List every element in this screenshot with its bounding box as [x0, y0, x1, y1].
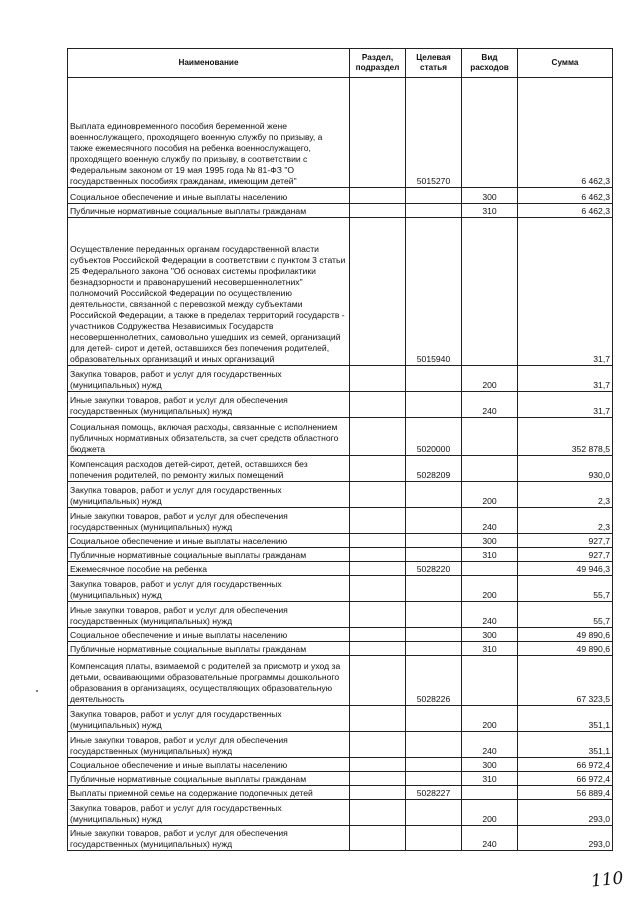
table-row: [68, 732, 613, 758]
cell-target: [406, 732, 462, 758]
cell-target: 5020000: [406, 418, 462, 456]
cell-name: Публичные нормативные социальные выплаты гражданам: [68, 548, 350, 562]
header-name: Наименование: [68, 49, 350, 78]
cell-sum: 49 890,6: [518, 628, 613, 642]
cell-sum: 2,3: [518, 508, 613, 534]
cell-sum: 2,3: [518, 482, 613, 508]
table-row: [68, 78, 613, 188]
cell-sum: 31,7: [518, 366, 613, 392]
cell-section: [350, 562, 406, 576]
cell-section: [350, 534, 406, 548]
cell-section: [350, 706, 406, 732]
cell-section: [350, 218, 406, 366]
cell-name: Закупка товаров, работ и услуг для государственных (муниципальных) нужд: [68, 482, 350, 508]
cell-section: [350, 628, 406, 642]
cell-target: [406, 758, 462, 772]
cell-section: [350, 758, 406, 772]
cell-expense-type: 240: [462, 392, 518, 418]
cell-expense-type: 300: [462, 758, 518, 772]
cell-expense-type: 300: [462, 188, 518, 204]
table-row: [68, 576, 613, 602]
cell-expense-type: 200: [462, 706, 518, 732]
cell-name: Компенсация платы, взимаемой с родителей за присмотр и уход за детьми, осваивающими образовательные программы дошкольного образования в организациях, осуществляющих образовательную деятельность: [68, 656, 350, 706]
cell-target: [406, 706, 462, 732]
cell-expense-type: [462, 656, 518, 706]
cell-expense-type: [462, 218, 518, 366]
cell-target: [406, 642, 462, 656]
cell-target: 5028220: [406, 562, 462, 576]
cell-expense-type: [462, 456, 518, 482]
cell-target: [406, 188, 462, 204]
table-row: [68, 602, 613, 628]
cell-name: Ежемесячное пособие на ребенка: [68, 562, 350, 576]
cell-section: [350, 602, 406, 628]
cell-name: Социальная помощь, включая расходы, связанные с исполнением публичных нормативных обязательств, за счет средств областного бюджета: [68, 418, 350, 456]
cell-sum: 49 946,3: [518, 562, 613, 576]
cell-section: [350, 772, 406, 786]
cell-name: Публичные нормативные социальные выплаты гражданам: [68, 204, 350, 218]
cell-name: Закупка товаров, работ и услуг для государственных (муниципальных) нужд: [68, 366, 350, 392]
table-row: [68, 562, 613, 576]
cell-target: 5028226: [406, 656, 462, 706]
cell-expense-type: 240: [462, 508, 518, 534]
table-row: [68, 218, 613, 366]
cell-name: Закупка товаров, работ и услуг для государственных (муниципальных) нужд: [68, 800, 350, 826]
cell-name: Социальное обеспечение и иные выплаты населению: [68, 628, 350, 642]
cell-expense-type: 200: [462, 482, 518, 508]
cell-sum: 66 972,4: [518, 758, 613, 772]
cell-sum: 351,1: [518, 732, 613, 758]
cell-expense-type: 200: [462, 366, 518, 392]
cell-expense-type: 310: [462, 642, 518, 656]
cell-target: [406, 548, 462, 562]
cell-target: [406, 628, 462, 642]
cell-name: Компенсация расходов детей-сирот, детей, оставшихся без попечения родителей, по ремонту жилых помещений: [68, 456, 350, 482]
cell-target: [406, 392, 462, 418]
cell-section: [350, 78, 406, 188]
cell-expense-type: 310: [462, 548, 518, 562]
cell-expense-type: [462, 786, 518, 800]
cell-expense-type: 240: [462, 826, 518, 851]
table-header-row: [68, 49, 613, 78]
cell-name: Иные закупки товаров, работ и услуг для обеспечения государственных (муниципальных) нужд: [68, 732, 350, 758]
cell-section: [350, 786, 406, 800]
cell-section: [350, 656, 406, 706]
header-section: Раздел, подраздел: [350, 49, 406, 78]
cell-name: Иные закупки товаров, работ и услуг для обеспечения государственных (муниципальных) нужд: [68, 392, 350, 418]
table-row: [68, 204, 613, 218]
cell-name: Иные закупки товаров, работ и услуг для обеспечения государственных (муниципальных) нужд: [68, 508, 350, 534]
cell-expense-type: 240: [462, 602, 518, 628]
cell-target: 5028209: [406, 456, 462, 482]
cell-sum: 6 462,3: [518, 78, 613, 188]
cell-target: 5015270: [406, 78, 462, 188]
table-row: [68, 786, 613, 800]
cell-expense-type: 310: [462, 772, 518, 786]
cell-section: [350, 366, 406, 392]
cell-target: [406, 800, 462, 826]
cell-section: [350, 392, 406, 418]
cell-name: Иные закупки товаров, работ и услуг для обеспечения государственных (муниципальных) нужд: [68, 826, 350, 851]
cell-name: Закупка товаров, работ и услуг для государственных (муниципальных) нужд: [68, 706, 350, 732]
cell-section: [350, 826, 406, 851]
cell-sum: 55,7: [518, 576, 613, 602]
cell-name: Осуществление переданных органам государственной власти субъектов Российской Федерации в соответствии с пунктом 3 статьи 25 Федерального закона "Об основах системы профилактики безнадзорности и правонарушений несовершеннолетних" полномочий Российской Федерации по осуществлению деятельности, связанной с перевозкой между субъектами Российской Федерации, а также в пределах территорий государств - участников Содружества Независимых Государств несовершеннолетних, самовольно ушедших из семей, организаций для детей- сирот и детей, оставшихся без попечения родителей, образовательных организаций и иных организаций: [68, 218, 350, 366]
cell-target: [406, 826, 462, 851]
cell-target: 5015940: [406, 218, 462, 366]
cell-name: Иные закупки товаров, работ и услуг для обеспечения государственных (муниципальных) нужд: [68, 602, 350, 628]
table-row: [68, 706, 613, 732]
table-row: [68, 826, 613, 851]
header-target: Целевая статья: [406, 49, 462, 78]
cell-sum: 66 972,4: [518, 772, 613, 786]
cell-section: [350, 548, 406, 562]
cell-name: Публичные нормативные социальные выплаты гражданам: [68, 642, 350, 656]
cell-name: Социальное обеспечение и иные выплаты населению: [68, 188, 350, 204]
cell-sum: 31,7: [518, 392, 613, 418]
table-row: [68, 642, 613, 656]
cell-expense-type: 300: [462, 628, 518, 642]
cell-target: [406, 602, 462, 628]
cell-sum: 31,7: [518, 218, 613, 366]
cell-name: Выплата единовременного пособия беременной жене военнослужащего, проходящего военную службу по призыву, а также ежемесячного пособия на ребенка военнослужащего, проходящего военную службу по призыву, в соответствии с Федеральным законом от 19 мая 1995 года № 81-ФЗ "О государственных пособиях гражданам, имеющим детей": [68, 78, 350, 188]
cell-section: [350, 576, 406, 602]
page-number: 110: [590, 868, 625, 892]
table-row: [68, 456, 613, 482]
cell-expense-type: 200: [462, 800, 518, 826]
table-row: [68, 800, 613, 826]
cell-expense-type: 200: [462, 576, 518, 602]
budget-table: [67, 48, 613, 851]
cell-sum: 352 878,5: [518, 418, 613, 456]
table-row: [68, 534, 613, 548]
cell-expense-type: [462, 562, 518, 576]
cell-section: [350, 508, 406, 534]
cell-expense-type: 240: [462, 732, 518, 758]
cell-target: [406, 772, 462, 786]
table-row: [68, 628, 613, 642]
cell-section: [350, 456, 406, 482]
cell-target: [406, 366, 462, 392]
cell-target: [406, 534, 462, 548]
table-row: [68, 366, 613, 392]
table-row: [68, 508, 613, 534]
cell-section: [350, 732, 406, 758]
table-row: [68, 656, 613, 706]
header-sum: Сумма: [518, 49, 613, 78]
cell-expense-type: [462, 418, 518, 456]
cell-sum: 6 462,3: [518, 188, 613, 204]
header-expense-type: Вид расходов: [462, 49, 518, 78]
cell-expense-type: [462, 78, 518, 188]
cell-sum: 351,1: [518, 706, 613, 732]
cell-section: [350, 482, 406, 508]
cell-section: [350, 204, 406, 218]
cell-target: 5028227: [406, 786, 462, 800]
cell-target: [406, 482, 462, 508]
cell-sum: 55,7: [518, 602, 613, 628]
cell-sum: 49 890,6: [518, 642, 613, 656]
table-row: [68, 392, 613, 418]
cell-name: Публичные нормативные социальные выплаты гражданам: [68, 772, 350, 786]
table-row: [68, 188, 613, 204]
cell-name: Социальное обеспечение и иные выплаты населению: [68, 534, 350, 548]
cell-sum: 927,7: [518, 534, 613, 548]
table-row: [68, 548, 613, 562]
cell-sum: 56 889,4: [518, 786, 613, 800]
cell-target: [406, 576, 462, 602]
cell-name: Выплаты приемной семье на содержание подопечных детей: [68, 786, 350, 800]
cell-section: [350, 188, 406, 204]
cell-section: [350, 800, 406, 826]
cell-sum: 293,0: [518, 826, 613, 851]
cell-sum: 927,7: [518, 548, 613, 562]
cell-sum: 67 323,5: [518, 656, 613, 706]
table-row: [68, 482, 613, 508]
cell-section: [350, 418, 406, 456]
cell-sum: 930,0: [518, 456, 613, 482]
cell-target: [406, 508, 462, 534]
table-row: [68, 418, 613, 456]
cell-sum: 293,0: [518, 800, 613, 826]
table-row: [68, 772, 613, 786]
cell-expense-type: 300: [462, 534, 518, 548]
cell-section: [350, 642, 406, 656]
cell-target: [406, 204, 462, 218]
cell-name: Социальное обеспечение и иные выплаты населению: [68, 758, 350, 772]
table-row: [68, 758, 613, 772]
cell-sum: 6 462,3: [518, 204, 613, 218]
cell-expense-type: 310: [462, 204, 518, 218]
cell-name: Закупка товаров, работ и услуг для государственных (муниципальных) нужд: [68, 576, 350, 602]
scan-speck: [36, 690, 38, 692]
